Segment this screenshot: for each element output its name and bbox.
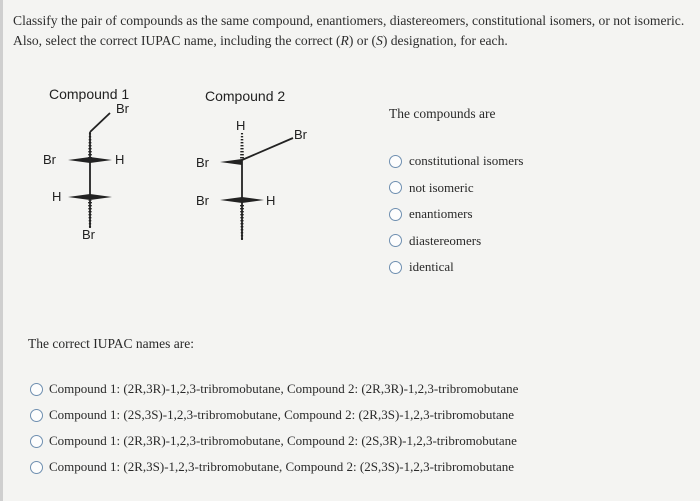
option-label: Compound 1: (2S,3S)-1,2,3-tribromobutane, Compound 2: (2R,3S)-1,2,3-tribromobutane [49,407,515,422]
compound-2-title: Compound 2 [205,88,286,104]
question-line-2: Also, select the correct IUPAC name, including the correct (R) or (S) designation, for each. [13,33,508,48]
c2-hashed-bond-top [240,132,244,160]
iupac-prompt: The correct IUPAC names are: [28,336,194,351]
c1-wedge-right-h [90,157,112,163]
radio-button[interactable] [30,461,43,474]
radio-button[interactable] [30,383,43,396]
c2-wedge-left-br1 [220,159,242,165]
c1-label-bottom-br: Br [82,227,95,242]
iupac-option-2[interactable] [30,402,518,428]
c1-label-right-h: H [115,152,125,167]
radio-button[interactable] [389,261,402,274]
option-label: Compound 1: (2R,3S)-1,2,3-tribromobutane, Compound 2: (2S,3S)-1,2,3-tribromobutane [49,459,515,474]
option-label: enantiomers [409,206,473,222]
c2-hashed-bond-bottom [240,204,244,240]
compound-1-structure [30,100,150,270]
c1-wedge-left-h [68,194,90,200]
option-diastereomers[interactable] [389,228,523,255]
c1-label-left-br: Br [43,152,56,167]
question-text [13,11,693,51]
iupac-option-4[interactable] [30,454,518,480]
question-line-1: Classify the pair of compounds as the same compound, enantiomers, diastereomers, constitutional isomers, or not isomeric. [13,13,685,28]
option-label: constitutional isomers [409,153,524,169]
option-constitutional-isomers[interactable] [389,148,523,175]
radio-button[interactable] [389,234,402,247]
c2-wedge-right-h [242,197,264,203]
c2-diagonal-bond [242,138,293,160]
radio-button[interactable] [389,155,402,168]
left-border [0,0,3,501]
radio-button[interactable] [389,181,402,194]
c1-wedge-right [90,194,112,200]
option-label: diastereomers [409,232,482,248]
c2-label-left-br1: Br [196,155,209,170]
c2-label-top-h: H [236,118,246,133]
c2-label-top-br: Br [294,127,307,142]
option-identical[interactable] [389,254,523,281]
c1-wedge-left-br [68,157,90,163]
c1-hashed-bond-top [88,132,92,160]
iupac-option-3[interactable] [30,428,518,454]
c2-wedge-left-br2 [220,197,242,203]
compound-1-title: Compound 1 [49,86,130,102]
option-label: not isomeric [409,179,474,195]
option-label: Compound 1: (2R,3R)-1,2,3-tribromobutane, Compound 2: (2S,3R)-1,2,3-tribromobutane [49,433,517,448]
compound-2-structure [190,112,330,282]
radio-button[interactable] [30,409,43,422]
c2-label-right-h: H [266,193,276,208]
c1-ch2-bond [90,113,110,132]
radio-button[interactable] [389,208,402,221]
option-label: identical [409,259,454,275]
classification-options [389,148,523,281]
classification-prompt: The compounds are [389,106,496,121]
radio-button[interactable] [30,435,43,448]
c2-label-left-br2: Br [196,193,209,208]
iupac-options [30,376,518,480]
option-enantiomers[interactable] [389,201,523,228]
option-label: Compound 1: (2R,3R)-1,2,3-tribromobutane, Compound 2: (2R,3R)-1,2,3-tribromobutane [49,381,519,396]
c1-hashed-bond-bottom [88,200,92,228]
c1-label-left-h: H [52,189,62,204]
option-not-isomeric[interactable] [389,175,523,202]
c1-label-top-br: Br [116,101,129,116]
iupac-option-1[interactable] [30,376,518,402]
